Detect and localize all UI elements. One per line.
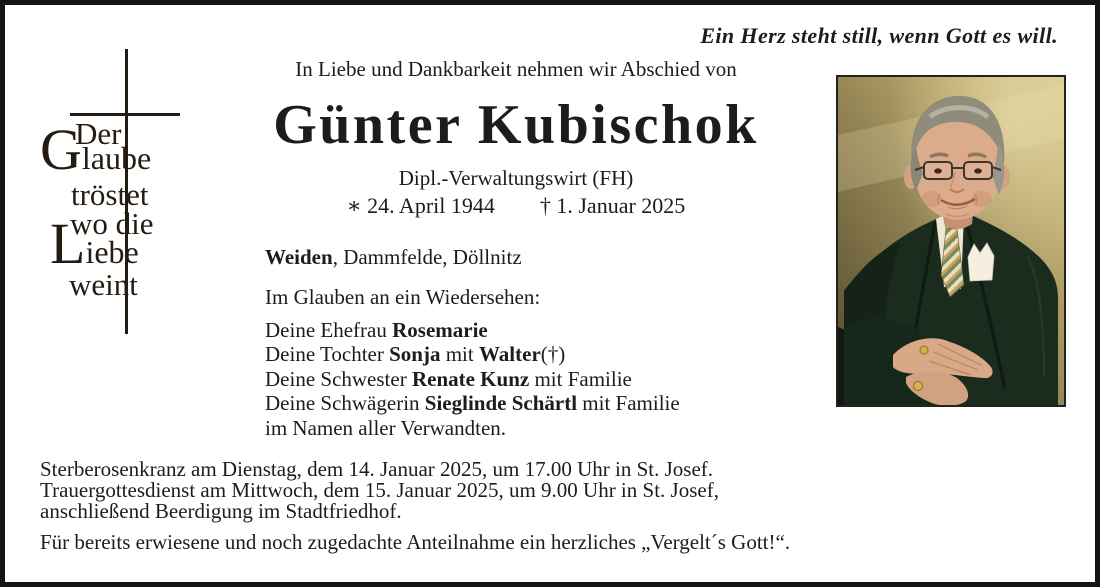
cross-word-glaube-rest: laube: [81, 140, 152, 176]
family-line-text: mit Familie: [529, 366, 632, 391]
service-line-burial: anschließend Beerdigung im Stadtfriedhof.: [40, 499, 402, 523]
life-dates: [246, 193, 786, 219]
cross-word-liebe: [50, 211, 139, 276]
family-line-text: (†): [540, 342, 566, 366]
cross-word-liebe-rest: iebe: [85, 234, 139, 270]
cross-word-wo-die: wo die: [70, 206, 154, 241]
family-name-renate-kunz: Renate Kunz: [411, 366, 530, 391]
family-line-sister: [265, 367, 680, 392]
family-line-text: Deine Tochter: [265, 342, 390, 366]
cross-word-weint: weint: [69, 267, 138, 302]
intro-line: In Liebe und Dankbarkeit nehmen wir Abschied von: [295, 57, 737, 81]
residence-line: [265, 245, 522, 270]
residence-place: Weiden: [265, 245, 333, 269]
family-name-sieglinde-schaertl: Sieglinde Schärtl: [424, 391, 578, 415]
family-line-text: Deine Ehefrau: [265, 317, 393, 342]
service-line-rosary: Sterberosenkranz am Dienstag, dem 14. Januar 2025, um 17.00 Uhr in St. Josef.: [40, 457, 714, 481]
family-block: [265, 285, 680, 440]
family-line-text: Deine Schwägerin: [265, 391, 425, 415]
residence-rest: , Dammfelde, Döllnitz: [332, 245, 522, 269]
service-line-funeral-service: Trauergottesdienst am Mittwoch, dem 15. Januar 2025, um 9.00 Uhr in St. Josef,: [40, 478, 719, 502]
portrait-photo: [836, 75, 1066, 407]
family-closing-line: im Namen aller Verwandten.: [265, 415, 507, 440]
family-line-sister-in-law: [265, 391, 680, 416]
profession-line: Dipl.-Verwaltungswirt (FH): [398, 166, 634, 190]
cross-icon: [0, 0, 230, 360]
family-name-sonja: Sonja: [389, 342, 441, 366]
cross-word-der: Der: [75, 116, 122, 151]
portrait-illustration: [838, 77, 1064, 405]
family-line-text: mit: [440, 342, 479, 366]
gold-ring: [914, 382, 923, 391]
family-line-wife: [265, 318, 680, 343]
birth-date: ∗ 24. April 1944: [346, 193, 495, 218]
family-name-rosemarie: Rosemarie: [392, 317, 488, 342]
cross-initial-l: L: [50, 211, 86, 276]
thanks-line: Für bereits erwiesene und noch zugedachte Anteilnahme ein herzliches „Vergelt´s Gott!“.: [40, 530, 791, 554]
cross-initial-g: G: [40, 117, 82, 182]
gold-ring: [920, 346, 928, 354]
services-block: [40, 459, 719, 522]
family-name-walter: Walter: [478, 342, 541, 366]
family-line-text: mit Familie: [577, 391, 680, 415]
cross-word-troestet: tröstet: [71, 177, 149, 212]
death-date: † 1. Januar 2025: [539, 193, 686, 218]
cross-word-glaube: [40, 117, 152, 182]
memorial-quote: Ein Herz steht still, wenn Gott es will.: [700, 23, 1058, 48]
faith-heading: Im Glauben an ein Wiedersehen:: [265, 285, 541, 309]
deceased-name: Günter Kubischok: [273, 94, 759, 156]
family-line-text: Deine Schwester: [265, 366, 412, 391]
family-line-daughter: [265, 342, 680, 367]
